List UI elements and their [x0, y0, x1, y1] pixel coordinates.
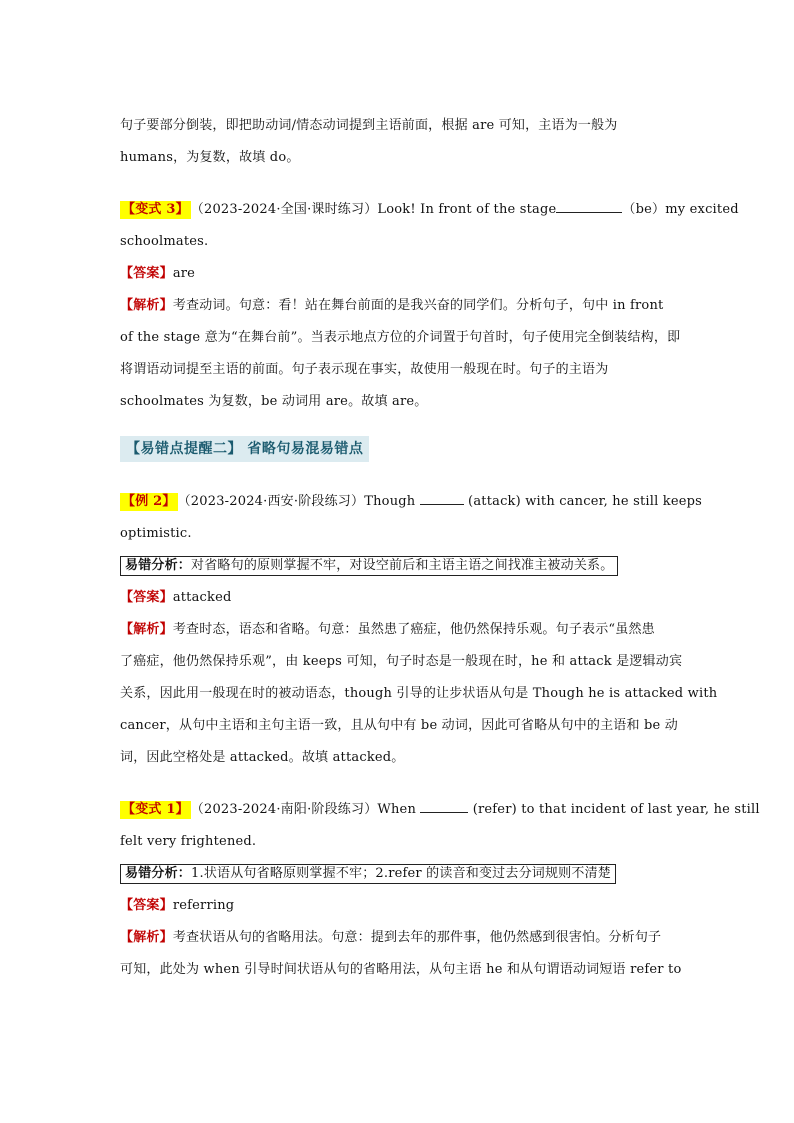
variant3-blank [556, 200, 622, 213]
variant1-tag: 【变式 1】 [122, 802, 189, 817]
variant1-answer [120, 890, 700, 922]
variant1-analysis-label: 【解析】 [120, 930, 173, 945]
example2-analysis-label: 【解析】 [120, 622, 173, 637]
variant1-blank [420, 800, 468, 813]
variant1-answer-label: 【答案】 [120, 898, 173, 913]
example2-analysis-text-1: 考查时态，语态和省略。句意：虽然患了癌症，他仍然保持乐观。句子表示“虽然患 [172, 622, 655, 637]
example2-analysis-line-2: 了癌症，他仍然保持乐观”，由 keeps 可知，句子时态是一般现在时，he 和 attack 是逻辑动宾 [120, 654, 683, 669]
example2-answer-value: attacked [172, 590, 232, 605]
example2-analysis-line-1 [120, 614, 700, 646]
prev-analysis-line-2: humans，为复数，故填 do。 [120, 150, 300, 165]
variant3-question-start: Look! In front of the stage [377, 202, 557, 217]
variant1-error-text: 1.状语从句省略原则掌握不牢；2.refer 的读音和变过去分词规则不清楚 [191, 866, 611, 881]
example2-analysis-line-3: 关系，因此用一般现在时的被动语态，though 引导的让步状语从句是 Though he is attacked with [120, 686, 718, 701]
example2-error-text: 对省略句的原则掌握不牢，对设空前后和主语主语之间找准主被动关系。 [191, 558, 614, 573]
example2-answer-label: 【答案】 [120, 590, 173, 605]
variant3-analysis-text-1: 考查动词。句意：看！站在舞台前面的是我兴奋的同学们。分析句子，句中 in front [172, 298, 664, 313]
example2-tag: 【例 2】 [122, 494, 176, 509]
variant3-question [120, 194, 739, 226]
example2-error-row [120, 550, 700, 582]
variant3-answer [120, 258, 700, 290]
example2-source: （2023-2024·西安·阶段练习） [177, 494, 365, 509]
example2-question [120, 486, 703, 518]
variant1-analysis-line-2: 可知，此处为 when 引导时间状语从句的省略用法，从句主语 he 和从句谓语动词短语 refer to [120, 962, 682, 977]
document-page [120, 110, 760, 986]
variant1-error-box [120, 864, 616, 884]
variant1-answer-value: referring [172, 898, 235, 913]
example2-question-end: (attack) with cancer, he still keeps [468, 494, 703, 509]
variant3-analysis-label: 【解析】 [120, 298, 173, 313]
variant3-source: （2023-2024·全国·课时练习） [190, 202, 378, 217]
variant1-question-line-2: felt very frightened. [120, 834, 257, 849]
section-header: 【易错点提醒二】 省略句易混易错点 [120, 436, 369, 462]
variant3-analysis-line-2: of the stage 意为“在舞台前”。当表示地点方位的介词置于句首时，句子使用完全倒装结构，即 [120, 330, 681, 345]
variant3-question-line-2: schoolmates. [120, 234, 209, 249]
variant3-answer-value: are [172, 266, 196, 281]
variant1-source: （2023-2024·南阳·阶段练习） [190, 802, 378, 817]
example2-question-start: Though [364, 494, 416, 509]
variant1-error-row [120, 858, 700, 890]
example2-answer [120, 582, 700, 614]
variant1-analysis-line-1 [120, 922, 700, 954]
variant3-analysis-line-4: schoolmates 为复数，be 动词用 are。故填 are。 [120, 394, 428, 409]
variant1-error-label: 易错分析： [125, 866, 192, 881]
example2-analysis-line-4: cancer，从句中主语和主句主语一致，且从句中有 be 动词，因此可省略从句中的主语和 be 动 [120, 718, 678, 733]
example2-error-label: 易错分析： [125, 558, 192, 573]
variant3-question-hint: （be）my excited [622, 202, 739, 217]
example2-analysis-line-5: 词，因此空格处是 attacked。故填 attacked。 [120, 750, 405, 765]
variant1-question-end: (refer) to that incident of last year, he still [472, 802, 760, 817]
variant3-analysis-line-3: 将谓语动词提至主语的前面。句子表示现在事实，故使用一般现在时。句子的主语为 [120, 362, 609, 377]
variant3-answer-label: 【答案】 [120, 266, 173, 281]
prev-analysis-line-1: 句子要部分倒装，即把助动词/情态动词提到主语前面，根据 are 可知，主语为一般为 [120, 118, 618, 133]
example2-error-box [120, 556, 618, 576]
variant1-analysis-text-1: 考查状语从句的省略用法。句意：提到去年的那件事，他仍然感到很害怕。分析句子 [172, 930, 662, 945]
variant3-analysis-line-1 [120, 290, 700, 322]
example2-blank [420, 492, 464, 505]
section-header-row [120, 434, 700, 466]
example2-question-line-2: optimistic. [120, 526, 192, 541]
variant1-question [120, 794, 760, 826]
variant1-question-start: When [377, 802, 417, 817]
variant3-tag: 【变式 3】 [122, 202, 189, 217]
